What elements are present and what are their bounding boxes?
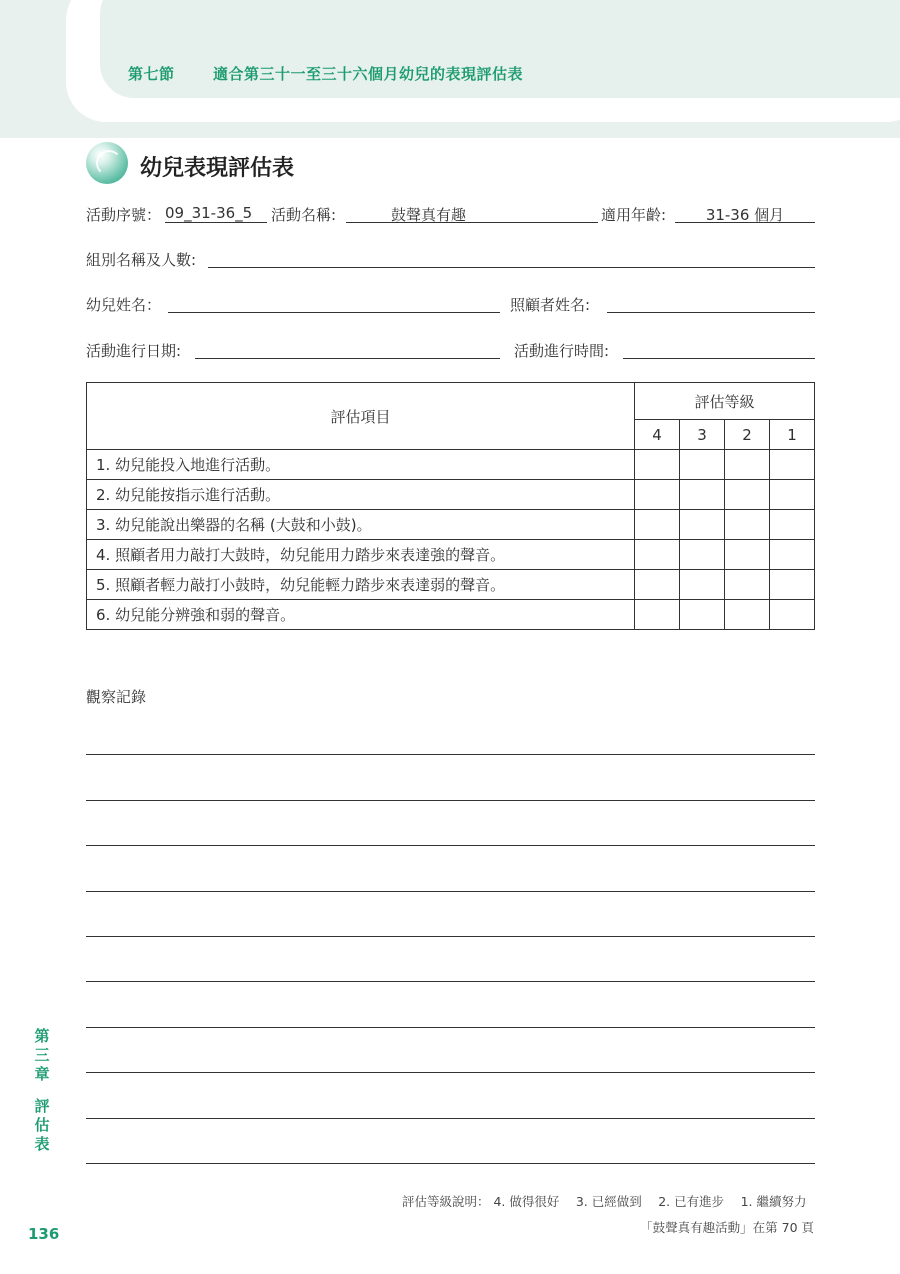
assessment-item: 5. 照顧者輕力敲打小鼓時，幼兒能輕力踏步來表達弱的聲音。 [87,570,635,600]
table-row [87,450,815,480]
grade-cell[interactable] [725,570,770,600]
assessment-item: 3. 幼兒能說出樂器的名稱 (大鼓和小鼓)。 [87,510,635,540]
grade-cell[interactable] [770,450,815,480]
activity-no-line [165,222,267,223]
grade-cell[interactable] [635,600,680,630]
observation-label: 觀察記錄 [86,688,147,706]
evaluation-table [86,382,815,630]
grade-cell[interactable] [680,480,725,510]
carer-name-label: 照顧者姓名: [510,296,591,314]
observation-line[interactable] [86,936,815,937]
grade-3-header: 3 [680,420,725,450]
bubble-shine-icon [96,150,122,176]
assessment-item: 4. 照顧者用力敲打大鼓時，幼兒能用力踏步來表達強的聲音。 [87,540,635,570]
page-number: 136 [28,1225,60,1243]
activity-no-value: 09_31-36_5 [165,204,253,222]
section-label: 第七節 [128,65,175,83]
activity-reference: 「鼓聲真有趣活動」在第 70 頁 [640,1220,814,1235]
grade-cell[interactable] [725,480,770,510]
grade-cell[interactable] [635,480,680,510]
table-row [87,570,815,600]
grade-cell[interactable] [770,540,815,570]
grade-cell[interactable] [680,510,725,540]
grade-cell[interactable] [770,570,815,600]
grade-2-header: 2 [725,420,770,450]
assessment-item: 6. 幼兒能分辨強和弱的聲音。 [87,600,635,630]
grade-cell[interactable] [635,570,680,600]
time-label: 活動進行時間: [514,342,610,360]
observation-line[interactable] [86,845,815,846]
table-row [87,540,815,570]
observation-line[interactable] [86,1027,815,1028]
grade-cell[interactable] [635,540,680,570]
table-row [87,600,815,630]
grade-cell[interactable] [680,540,725,570]
observation-line[interactable] [86,754,815,755]
group-label: 組別名稱及人數: [86,251,197,269]
section-side-label: 評 估 表 [34,1097,50,1153]
date-line[interactable] [195,358,500,359]
observation-line[interactable] [86,891,815,892]
table-row [87,510,815,540]
activity-no-label: 活動序號： [86,206,162,224]
child-name-label: 幼兒姓名： [86,296,162,314]
grade-cell[interactable] [635,510,680,540]
grade-cell[interactable] [680,570,725,600]
time-line[interactable] [623,358,815,359]
child-name-line[interactable] [168,312,500,313]
assessment-item: 2. 幼兒能按指示進行活動。 [87,480,635,510]
activity-name-label: 活動名稱: [271,206,337,224]
observation-line[interactable] [86,1118,815,1119]
grade-cell[interactable] [635,450,680,480]
grade-cell[interactable] [725,600,770,630]
activity-name-value: 鼓聲真有趣 [390,206,466,224]
grade-cell[interactable] [770,480,815,510]
observation-line[interactable] [86,800,815,801]
grade-cell[interactable] [770,600,815,630]
grade-header: 評估等級 [635,383,815,420]
grade-4-header: 4 [635,420,680,450]
grade-cell[interactable] [680,450,725,480]
observation-line[interactable] [86,1163,815,1164]
grade-1-header: 1 [770,420,815,450]
chapter-label: 第 三 章 [34,1027,50,1083]
item-header: 評估項目 [87,383,635,450]
section-title: 適合第三十一至三十六個月幼兒的表現評估表 [213,65,524,83]
grade-cell[interactable] [725,540,770,570]
carer-name-line[interactable] [607,312,815,313]
grade-cell[interactable] [770,510,815,540]
grade-cell[interactable] [680,600,725,630]
age-value: 31-36 個月 [705,206,785,224]
grade-legend: 評估等級說明： 4. 做得很好 3. 已經做到 2. 已有進步 1. 繼續努力 [402,1194,807,1209]
group-line[interactable] [208,267,815,268]
observation-line[interactable] [86,981,815,982]
age-label: 適用年齡: [601,206,667,224]
grade-cell[interactable] [725,510,770,540]
table-row [87,480,815,510]
grade-cell[interactable] [725,450,770,480]
assessment-item: 1. 幼兒能投入地進行活動。 [87,450,635,480]
observation-line[interactable] [86,1072,815,1073]
date-label: 活動進行日期: [86,342,182,360]
form-title: 幼兒表現評估表 [140,156,295,181]
